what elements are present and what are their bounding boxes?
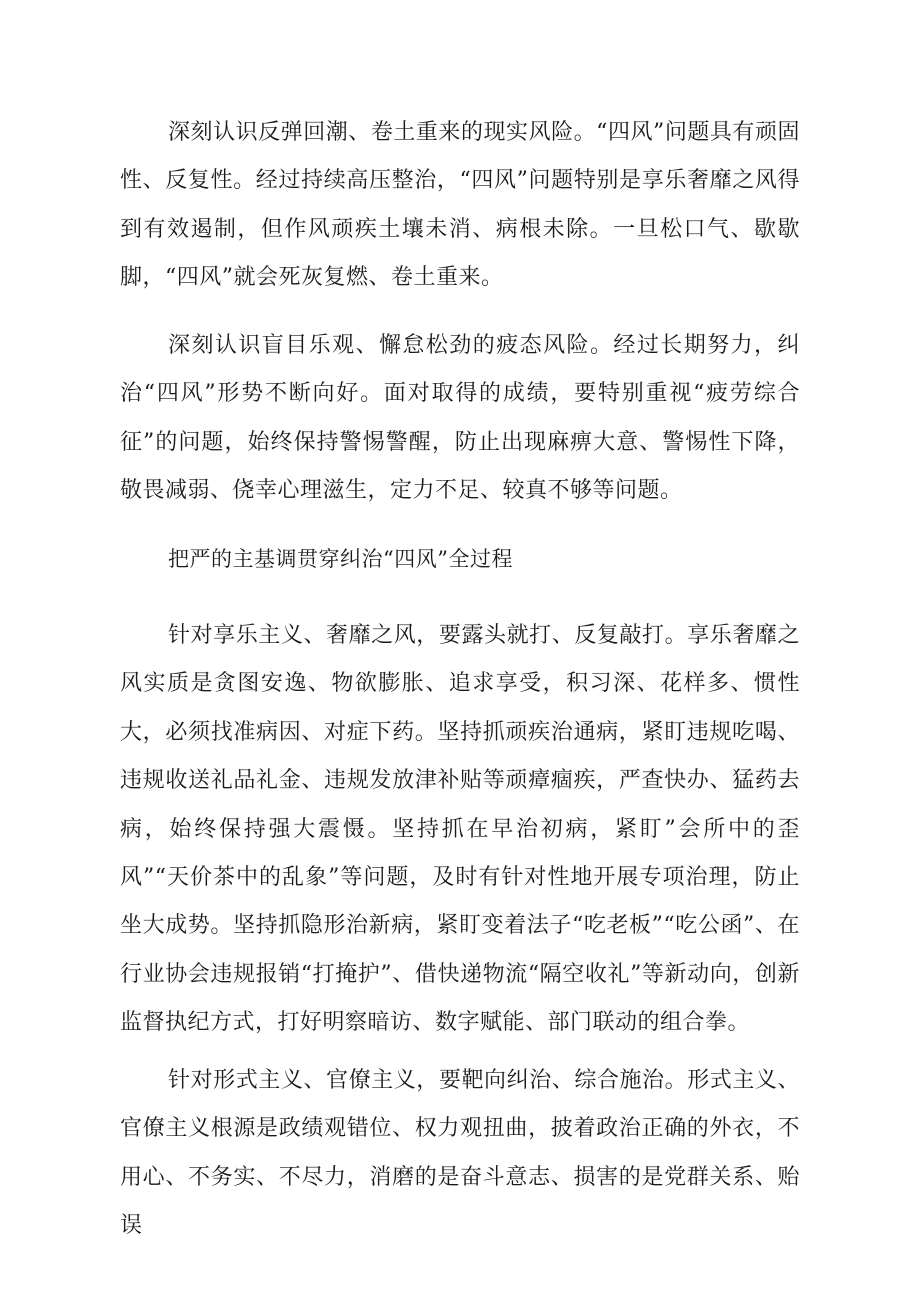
paragraph-rebound-risk: 深刻认识反弹回潮、卷土重来的现实风险。“四风”问题具有顽固性、反复性。经过持续高压整治，“四风”问题特别是享乐奢靡之风得到有效遏制，但作风顽疾土壤未消、病根未除。一旦松口气、歇歇脚，“四风”就会死灰复燃、卷土重来。 <box>120 120 800 291</box>
paragraph-formalism: 针对形式主义、官僚主义，要靶向纠治、综合施治。形式主义、官僚主义根源是政绩观错位、权力观扭曲，披着政治正确的外衣，不用心、不务实、不尽力，消磨的是奋斗意志、损害的是党群关系、贻误 <box>120 1068 800 1239</box>
paragraph-fatigue-risk: 深刻认识盲目乐观、懈怠松劲的疲态风险。经过长期努力，纠治“四风”形势不断向好。面对取得的成绩，要特别重视“疲劳综合征”的问题，始终保持警惕警醒，防止出现麻痹大意、警惕性下降，敬畏减弱、侥幸心理滋生，定力不足、较真不够等问题。 <box>120 333 800 504</box>
section-heading: 把严的主基调贯穿纠治“四风”全过程 <box>168 547 513 571</box>
paragraph-hedonism: 针对享乐主义、奢靡之风，要露头就打、反复敲打。享乐奢靡之风实质是贪图安逸、物欲膨胀、追求享受，积习深、花样多、惯性大，必须找准病因、对症下药。坚持抓顽疾治通病，紧盯违规吃喝、违规收送礼品礼金、违规发放津补贴等顽瘴痼疾，严查快办、猛药去病，始终保持强大震慑。坚持抓在早治初病，紧盯”会所中的歪风”“天价茶中的乱象”等问题，及时有针对性地开展专项治理，防止坐大成势。坚持抓隐形治新病，紧盯变着法子“吃老板”“吃公函”、在行业协会违规报销“打掩护”、借快递物流“隔空收礼”等新动向，创新监督执纪方式，打好明察暗访、数字赋能、部门联动的组合拳。 <box>120 623 800 1036</box>
